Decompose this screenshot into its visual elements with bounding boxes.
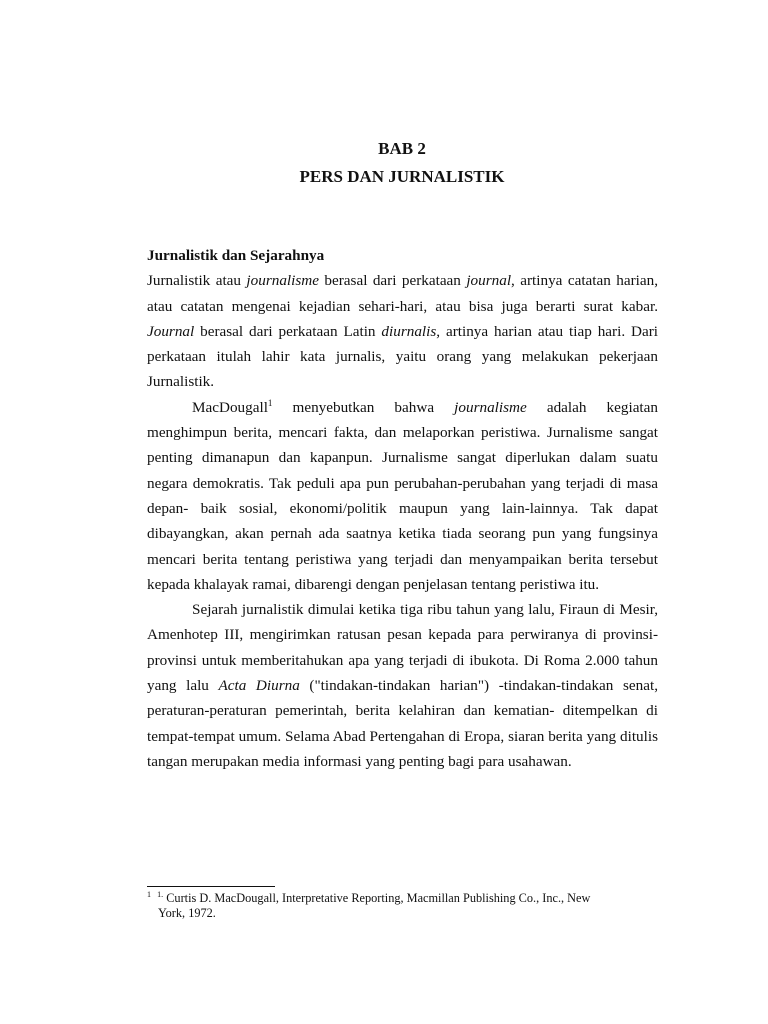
footnote <box>147 891 617 921</box>
footnote-line-1 <box>147 891 617 906</box>
chapter-header <box>147 135 657 191</box>
italic-term: diurnalis <box>381 322 437 340</box>
body-text <box>147 243 658 774</box>
footnote-divider <box>147 886 275 887</box>
footnote-mark: 1 <box>147 889 151 899</box>
text-run: Jurnalistik atau <box>147 272 247 290</box>
italic-term: journalisme <box>454 398 527 416</box>
footnote-reference[interactable]: 1 <box>267 397 273 408</box>
italic-term: journal <box>466 272 512 290</box>
text-run: , artinya catatan harian, atau catatan mengenai kejadian sehari-hari, atau bisa juga berarti surat kabar. <box>147 272 659 315</box>
paragraph-3 <box>147 597 658 774</box>
chapter-number: BAB 2 <box>378 139 426 158</box>
text-run: berasal dari perkataan Latin <box>194 322 382 340</box>
text-run: , artinya harian atau tiap hari. Dari perkataan itulah lahir kata jurnalis, yaitu orang yang melakukan pekerjaan Jurnalistik. <box>147 322 658 391</box>
chapter-title: PERS DAN JURNALISTIK <box>299 167 505 186</box>
text-run: MacDougall <box>192 398 268 416</box>
italic-term: Journal <box>147 322 195 340</box>
text-run: menyebutkan bahwa <box>272 398 455 416</box>
text-run: adalah kegiatan menghimpun berita, mencari fakta, dan melaporkan peristiwa. Jurnalisme sangat penting dimanapun dan kapanpun. Jurnalisme sangat diperlukan dalam suatu negara demokratis. Tak peduli apa pun perubahan-perubahan yang terjadi di masa depan- baik sosial, ekonomi/politik maupun yang lain-lainnya. Tak dapat dibayangkan, akan pernah ada saatnya ketika tiada seorang pun yang fungsinya mencari berita tentang peristiwa yang terjadi dan menyampaikan berita tersebut kepada khalayak ramai, dibarengi dengan penjelasan tentang peristiwa itu. <box>147 398 658 593</box>
italic-term: Acta Diurna <box>218 677 300 695</box>
paragraph-1 <box>147 268 658 394</box>
text-run: berasal dari perkataan <box>319 272 467 290</box>
text-run: Sejarah jurnalistik dimulai ketika tiga ribu tahun yang lalu, Firaun di Mesir, Amenhotep III, mengirimkan ratusan pesan kepada para perwiranya di provinsi-provinsi untuk memberitahukan apa yang terjadi di ibukota. Di Roma 2.000 tahun yang lalu <box>147 601 658 695</box>
text-run: ("tindakan-tindakan harian") -tindakan-tindakan senat, peraturan-peraturan pemerintah, berita kelahiran dan kematian- ditempelkan di tempat-tempat umum. Selama Abad Pertengahan di Eropa, siaran berita yang ditulis tangan merupakan media informasi yang penting bagi para usahawan. <box>147 677 658 770</box>
paragraph-2 <box>147 395 658 597</box>
section-heading: Jurnalistik dan Sejarahnya <box>147 247 325 264</box>
italic-term: journalisme <box>246 272 319 290</box>
footnote-mark-inner: 1. <box>157 889 164 899</box>
footnote-text: Curtis D. MacDougall, Interpretative Reporting, Macmillan Publishing Co., Inc., New <box>163 891 591 905</box>
footnote-line-2: York, 1972. <box>158 906 216 920</box>
